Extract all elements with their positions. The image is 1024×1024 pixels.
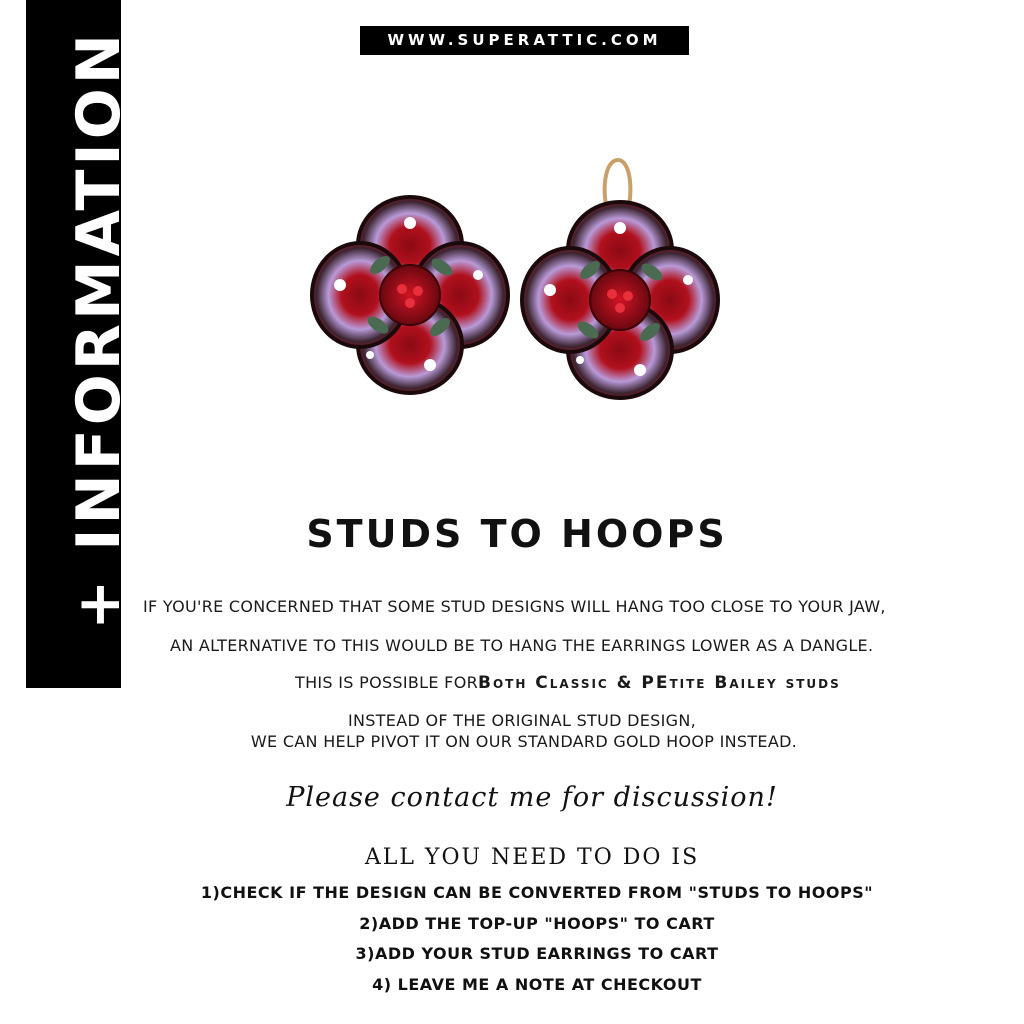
step-item: 2)ADD THE TOP-UP "HOOPS" TO CART — [359, 914, 715, 933]
info-line-3 — [295, 673, 841, 693]
earrings-photo — [300, 150, 740, 410]
side-banner-label: + INFORMATION — [64, 30, 134, 630]
side-banner — [26, 0, 134, 688]
info-line-3-prefix: THIS IS POSSIBLE FOR — [295, 673, 478, 692]
step-item: 1)CHECK IF THE DESIGN CAN BE CONVERTED FROM "STUDS TO HOOPS" — [200, 883, 874, 902]
contact-note: Please contact me for discussion! — [286, 782, 778, 813]
step-item: 3)ADD YOUR STUD EARRINGS TO CART — [355, 944, 719, 963]
info-line-1: IF YOU'RE CONCERNED THAT SOME STUD DESIGNS WILL HANG TOO CLOSE TO YOUR JAW, — [143, 597, 886, 616]
info-line-2: AN ALTERNATIVE TO THIS WOULD BE TO HANG THE EARRINGS LOWER AS A DANGLE. — [170, 636, 874, 655]
info-line-4: INSTEAD OF THE ORIGINAL STUD DESIGN, — [347, 711, 697, 730]
stud-earring-left — [312, 197, 508, 393]
steps-heading: ALL YOU NEED TO DO IS — [364, 845, 700, 870]
step-item: 4) LEAVE ME A NOTE AT CHECKOUT — [372, 975, 702, 994]
website-tag: WWW.SUPERATTIC.COM — [360, 26, 689, 55]
info-line-5: WE CAN HELP PIVOT IT ON OUR STANDARD GOLD HOOP INSTEAD. — [250, 732, 798, 751]
hoop-earring-right — [522, 160, 718, 398]
page-title: STUDS TO HOOPS — [306, 512, 728, 556]
info-line-3-emphasis: Both Classic & PEtite Bailey studs — [478, 673, 841, 693]
